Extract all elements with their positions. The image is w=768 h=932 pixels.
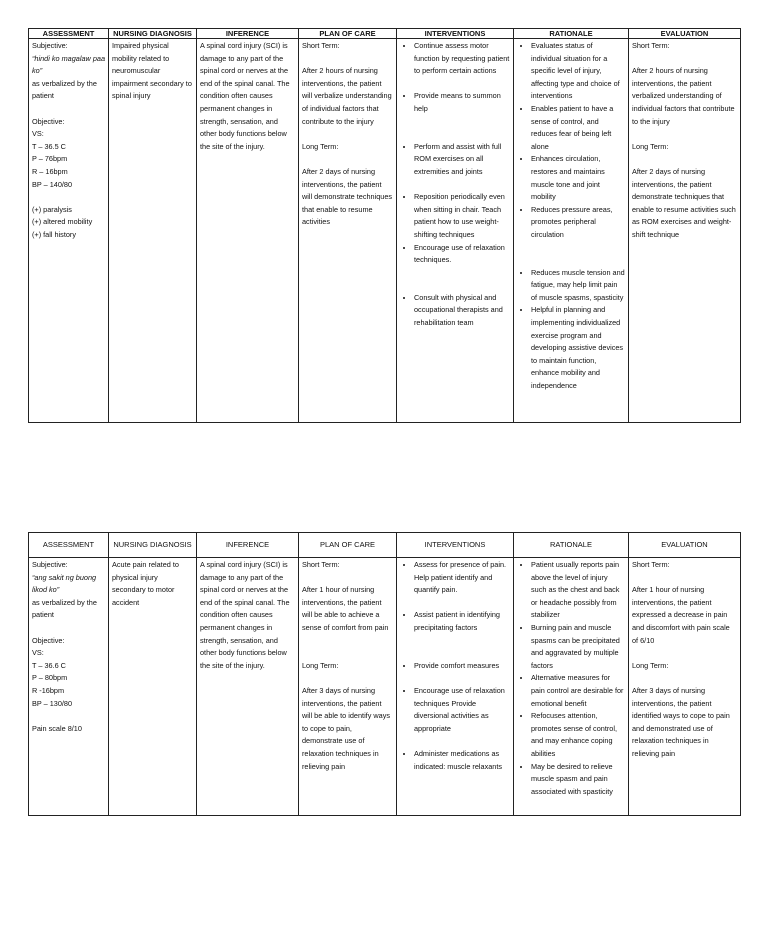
vital-respiration: R -16bpm [32, 685, 65, 695]
eval-short-label: Short Term: [632, 560, 670, 569]
header-rationale: RATIONALE [514, 533, 629, 558]
header-evaluation: EVALUATION [629, 533, 741, 558]
eval-long-label: Long Term: [632, 660, 669, 670]
header-nursing-diagnosis: NURSING DIAGNOSIS [109, 29, 197, 39]
vital-pulse: P – 80bpm [32, 673, 68, 683]
list-item: • Perform and assist with full ROM exercises on all extremities and joints [414, 141, 510, 179]
list-item: • Reduces muscle tension and fatigue, may help limit pain of muscle spasms, spasticity [531, 267, 625, 305]
list-item: • Enables patient to have a sense of control, and reduces fear of being left alone [531, 103, 625, 153]
list-item: • Continue assess motor function by requesting patient to perform certain actions [414, 40, 510, 78]
rationale-list [517, 40, 625, 393]
list-item: • Consult with physical and occupational therapists and rehabilitation team [414, 292, 510, 330]
list-item: • Enhances circulation, restores and maintains muscle tone and joint mobility [531, 153, 625, 203]
header-assessment: ASSESSMENT [29, 29, 109, 39]
evaluation-cell [629, 39, 741, 423]
objective-label: Objective: [32, 116, 65, 126]
header-interventions: INTERVENTIONS [397, 29, 514, 39]
vs-label: VS: [32, 129, 44, 139]
plan-short-text: After 1 hour of nursing interventions, the patient will be able to achieve a sense of comfort from pain [302, 585, 389, 632]
vital-blood-pressure: BP – 140/80 [32, 179, 73, 189]
plan-long-text: After 2 days of nursing interventions, the patient will demonstrate techniques that enable to resume activities [302, 166, 393, 227]
vital-respiration: R – 16bpm [32, 166, 68, 176]
header-rationale: RATIONALE [514, 29, 629, 39]
rationale-cell [514, 39, 629, 423]
header-evaluation: EVALUATION [629, 29, 741, 39]
list-item: • Provide means to summon help [414, 90, 510, 115]
finding-pain-scale: Pain scale 8/10 [32, 723, 82, 733]
eval-short-text: After 2 hours of nursing interventions, the patient verbalized understanding of individual factors that contribute to the injury [632, 66, 735, 126]
plan-long-label: Long Term: [302, 660, 339, 670]
list-item: • May be desired to relieve muscle spasm and pain associated with spasticity [531, 761, 625, 799]
interventions-list [400, 40, 510, 330]
objective-label: Objective: [32, 635, 65, 645]
interventions-cell [397, 558, 514, 816]
inference-cell: A spinal cord injury (SCI) is damage to any part of the spinal cord or nerves at the end of the spinal canal. The condition often causes permanent changes in strength, sensation, and other body functions below the site of the injury. [197, 39, 299, 423]
header-nursing-diagnosis: NURSING DIAGNOSIS [109, 533, 197, 558]
list-item: • Reduces pressure areas, promotes peripheral circulation [531, 204, 625, 242]
header-assessment: ASSESSMENT [29, 533, 109, 558]
header-plan-of-care: PLAN OF CARE [299, 533, 397, 558]
list-item: • Assess for presence of pain. Help patient identify and quantify pain. [414, 559, 510, 597]
finding-paralysis: (+) paralysis [32, 204, 72, 214]
patient-quote: “hindi ko magalaw paa ko” [32, 53, 106, 76]
vital-temperature: T – 36.5 C [32, 141, 66, 151]
assessment-cell [29, 558, 109, 816]
list-item: • Encourage use of relaxation techniques Provide diversional activities as appropriate [414, 685, 510, 735]
header-row [29, 533, 741, 558]
care-plan-table-mobility [28, 28, 741, 423]
rationale-cell [514, 558, 629, 816]
list-item: • Encourage use of relaxation techniques. [414, 242, 510, 267]
vs-label: VS: [32, 648, 44, 658]
list-item: • Evaluates status of individual situation for a specific level of injury, affecting type and choice of interventions [531, 40, 625, 103]
inference-cell: A spinal cord injury (SCI) is damage to any part of the spinal cord or nerves at the end of the spinal canal. The condition often causes permanent changes in strength, sensation, and other body functions below the site of the injury. [197, 558, 299, 816]
plan-long-label: Long Term: [302, 141, 339, 151]
list-item: • Patient usually reports pain above the level of injury such as the chest and back or headache possibly from stabilizer [531, 559, 625, 622]
care-plan-table-pain [28, 532, 741, 816]
plan-short-text: After 2 hours of nursing interventions, the patient will verbalize understanding of individual factors that contribute to the injury [302, 66, 392, 126]
subjective-label: Subjective: [32, 41, 68, 50]
nursing-diagnosis-cell: Impaired physical mobility related to neuromuscular impairment secondary to spinal injury [109, 39, 197, 423]
evaluation-cell [629, 558, 741, 816]
header-interventions: INTERVENTIONS [397, 533, 514, 558]
plan-long-text: After 3 days of nursing interventions, the patient will be able to identify ways to cope to pain, demonstrate use of relaxation techniques in relieving pain [302, 685, 391, 771]
list-item: • Alternative measures for pain control are desirable for emotional benefit [531, 672, 625, 710]
assessment-cell [29, 39, 109, 423]
eval-long-text: After 3 days of nursing interventions, the patient identified ways to cope to pain and demonstrated use of relaxation techniques in relieving pain [632, 685, 730, 758]
subjective-label: Subjective: [32, 560, 68, 569]
patient-quote: “ang sakit ng buong likod ko” [32, 572, 97, 595]
header-row [29, 29, 741, 39]
table-row [29, 39, 741, 423]
plan-short-label: Short Term: [302, 560, 340, 569]
finding-altered-mobility: (+) altered mobility [32, 217, 93, 227]
plan-short-label: Short Term: [302, 41, 340, 50]
verbalized-note: as verbalized by the patient [32, 597, 97, 620]
list-item: • Burning pain and muscle spasms can be precipitated and aggravated by multiple factors [531, 622, 625, 672]
list-item: • Assist patient in identifying precipitating factors [414, 609, 510, 634]
list-item: • Reposition periodically even when sitting in chair. Teach patient how to use weight-shifting techniques [414, 191, 510, 241]
list-item: • Helpful in planning and implementing individualized exercise program and developing assistive devices to maintain function, enhance mobility and independence [531, 304, 625, 392]
plan-of-care-cell [299, 558, 397, 816]
verbalized-note: as verbalized by the patient [32, 78, 97, 101]
vital-blood-pressure: BP – 130/80 [32, 698, 73, 708]
eval-short-text: After 1 hour of nursing interventions, the patient expressed a decrease in pain and discomfort with pain scale of 6/10 [632, 585, 730, 645]
nursing-diagnosis-cell: Acute pain related to physical injury secondary to motor accident [109, 558, 197, 816]
header-plan-of-care: PLAN OF CARE [299, 29, 397, 39]
eval-short-label: Short Term: [632, 41, 670, 50]
vital-pulse: P – 76bpm [32, 154, 68, 164]
header-inference: INFERENCE [197, 29, 299, 39]
rationale-list [517, 559, 625, 798]
eval-long-label: Long Term: [632, 141, 669, 151]
list-item: • Administer medications as indicated: muscle relaxants [414, 748, 510, 773]
table-row [29, 558, 741, 816]
plan-of-care-cell [299, 39, 397, 423]
eval-long-text: After 2 days of nursing interventions, the patient demonstrate techniques that enable to resume activities such as ROM exercises and weight-shift technique [632, 166, 736, 239]
list-item: • Provide comfort measures [414, 660, 510, 673]
interventions-cell [397, 39, 514, 423]
header-inference: INFERENCE [197, 533, 299, 558]
list-item: • Refocuses attention, promotes sense of control, and may enhance coping abilities [531, 710, 625, 760]
finding-fall-history: (+) fall history [32, 229, 76, 239]
interventions-list [400, 559, 510, 773]
vital-temperature: T – 36.6 C [32, 660, 66, 670]
